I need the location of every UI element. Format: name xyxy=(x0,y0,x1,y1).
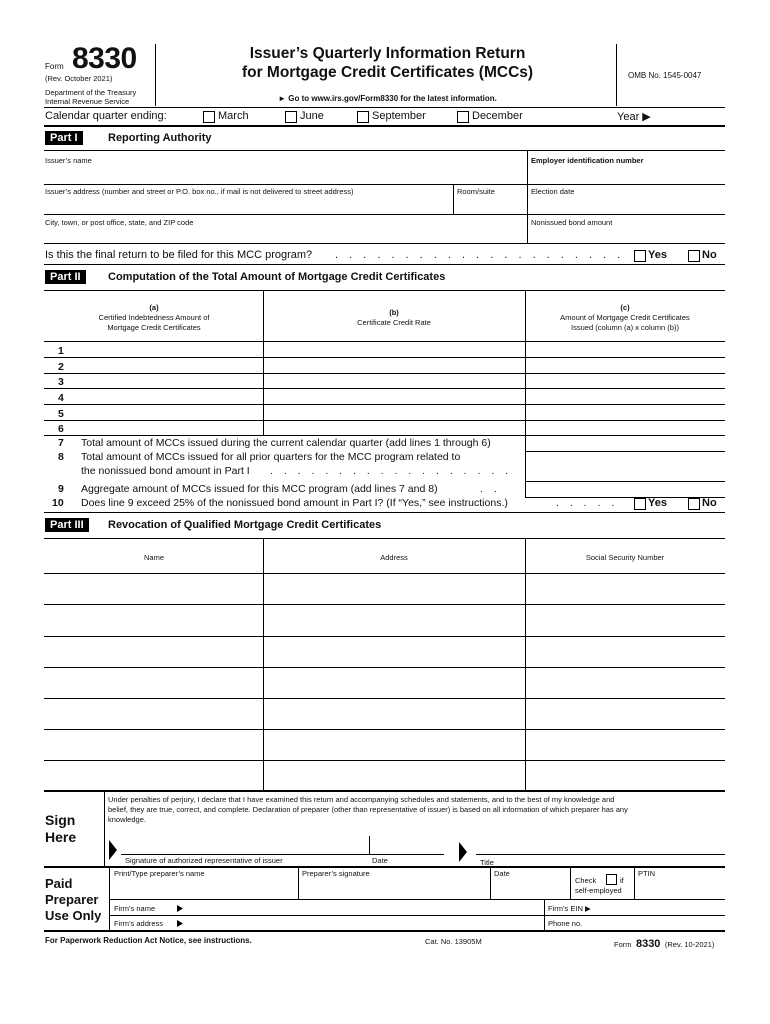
col-c-header: (c) Amount of Mortgage Credit Certificates Issued (column (a) x column (b)) xyxy=(560,303,690,332)
firm-address-field[interactable] xyxy=(186,916,541,929)
line-1-number: 1 xyxy=(58,345,64,357)
line-8-text-b: the nonissued bond amount in Part I xyxy=(81,465,250,477)
line-2-number: 2 xyxy=(58,361,64,373)
issuer-name-label: Issuer’s name xyxy=(45,156,92,165)
col-a-header: (a) Certified Indebtedness Amount of Mortgage Credit Certificates xyxy=(98,303,210,332)
part2-title: Computation of the Total Amount of Mortgage Credit Certificates xyxy=(108,271,446,283)
line-7-text: Total amount of MCCs issued during the current calendar quarter (add lines 1 through 6) xyxy=(81,437,491,449)
self-employed-label: self-employed xyxy=(575,886,622,895)
line-6-number: 6 xyxy=(58,423,64,435)
phone-label: Phone no. xyxy=(548,919,583,928)
issuer-address-field[interactable] xyxy=(45,197,450,213)
line-10-no-label: No xyxy=(702,497,717,509)
part3-title: Revocation of Qualified Mortgage Credit Certificates xyxy=(108,519,382,531)
sign-date-label: Date xyxy=(372,856,388,865)
signature-field[interactable] xyxy=(122,840,367,854)
preparer-signature-field[interactable] xyxy=(302,880,486,899)
option-march: March xyxy=(218,110,249,122)
year-field[interactable] xyxy=(660,110,724,124)
line-9-text: Aggregate amount of MCCs issued for this MCC program (add lines 7 and 8) xyxy=(81,483,438,495)
final-return-no-label: No xyxy=(702,249,717,261)
sign-date-field[interactable] xyxy=(372,840,445,854)
catalog-number: Cat. No. 13905M xyxy=(425,937,482,946)
line-10-text: Does line 9 exceed 25% of the nonissued bond amount in Part I? (If “Yes,” see instructions.) xyxy=(81,497,508,509)
part1-tag: Part I xyxy=(45,131,83,145)
firm-name-label: Firm’s name xyxy=(114,904,156,913)
option-september: September xyxy=(372,110,426,122)
line-8-text-a: Total amount of MCCs issued for all prior quarters for the MCC program related to xyxy=(81,451,461,463)
year-label: Year ▶ xyxy=(617,111,651,123)
line-9-number: 9 xyxy=(58,483,64,495)
option-december: December xyxy=(472,110,523,122)
revocation-address-entries[interactable] xyxy=(264,574,524,789)
ptin-label: PTIN xyxy=(638,869,656,878)
ptin-field[interactable] xyxy=(638,880,724,899)
paperwork-notice: For Paperwork Reduction Act Notice, see instructions. xyxy=(45,936,252,945)
final-return-yes-checkbox[interactable] xyxy=(634,250,646,262)
penalty-statement: Under penalties of perjury, I declare that I have examined this return and accompanying schedules and statements, and to the best of my knowledge and belief, they are true, correct, and complete. Declaration of preparer (other than representative of issuer) is based on all information of which preparer has any knowledge. xyxy=(108,795,628,824)
firm-address-arrow-icon xyxy=(177,920,183,927)
preparer-name-field[interactable] xyxy=(113,880,296,899)
room-suite-field[interactable] xyxy=(457,197,525,213)
col-a-entries[interactable] xyxy=(70,342,262,434)
paid-label: Paid xyxy=(45,876,73,891)
form-number: 8330 xyxy=(72,42,137,75)
form-title: Issuer’s Quarterly Information Return for Mortgage Credit Certificates (MCCs) xyxy=(241,45,534,81)
title-arrow-icon xyxy=(459,842,467,862)
col-name-header: Name xyxy=(143,553,164,562)
check-label: Check xyxy=(575,876,597,885)
omb-number: OMB No. 1545-0047 xyxy=(628,71,702,80)
nonissued-bond-field[interactable] xyxy=(531,228,724,243)
checkbox-september[interactable] xyxy=(357,111,369,123)
phone-field[interactable] xyxy=(590,916,724,929)
if-label: if xyxy=(620,876,624,885)
title-field[interactable] xyxy=(478,840,724,854)
revision-date: (Rev. October 2021) xyxy=(45,74,113,83)
col-c-entries[interactable] xyxy=(526,342,724,434)
form-label: Form xyxy=(45,62,64,71)
use-only-label: Use Only xyxy=(45,908,102,923)
dept-irs: Internal Revenue Service xyxy=(45,97,130,106)
line-5-number: 5 xyxy=(58,408,64,420)
firm-ein-label: Firm’s EIN ▶ xyxy=(548,904,591,913)
firm-ein-field[interactable] xyxy=(605,901,724,914)
title-label: Title xyxy=(480,858,494,867)
issuer-name-field[interactable] xyxy=(45,166,525,184)
final-return-question: Is this the final return to be filed for this MCC program? xyxy=(45,249,313,261)
line-8-number: 8 xyxy=(58,451,64,463)
leader-dots: . . xyxy=(480,483,501,495)
revocation-ssn-entries[interactable] xyxy=(526,574,724,789)
here-label: Here xyxy=(45,829,77,845)
leader-dots: . . . . . xyxy=(556,497,619,509)
part2-tag: Part II xyxy=(45,270,86,284)
leader-dots: . . . . . . . . . . . . . . . . . . xyxy=(270,465,513,477)
election-date-field[interactable] xyxy=(531,197,724,213)
revocation-name-entries[interactable] xyxy=(45,574,262,789)
line-10-yes-checkbox[interactable] xyxy=(634,498,646,510)
preparer-label: Preparer xyxy=(45,892,99,907)
nonissued-bond-label: Nonissued bond amount xyxy=(531,218,613,227)
self-employed-checkbox[interactable] xyxy=(606,874,617,885)
ein-label: Employer identification number xyxy=(531,156,644,165)
preparer-signature-label: Preparer’s signature xyxy=(302,869,370,878)
line-7-field[interactable] xyxy=(526,436,724,450)
col-address-header: Address xyxy=(380,553,408,562)
part1-title: Reporting Authority xyxy=(108,132,212,144)
city-label: City, town, or post office, state, and ZIP code xyxy=(45,218,194,227)
dept-treasury: Department of the Treasury xyxy=(45,88,137,97)
checkbox-march[interactable] xyxy=(203,111,215,123)
election-date-label: Election date xyxy=(531,187,575,196)
ein-field[interactable] xyxy=(531,166,724,184)
signature-label: Signature of authorized representative of issuer xyxy=(125,856,283,865)
line-10-number: 10 xyxy=(52,497,64,509)
line-9-field[interactable] xyxy=(526,482,724,496)
calendar-quarter-label: Calendar quarter ending: xyxy=(45,110,167,122)
col-b-header: (b) Certificate Credit Rate xyxy=(357,308,431,327)
sign-arrow-icon xyxy=(109,840,117,860)
preparer-date-label: Date xyxy=(494,869,510,878)
issuer-address-label: Issuer’s address (number and street or P.O. box no., if mail is not delivered to street address) xyxy=(45,187,354,196)
col-b-entries[interactable] xyxy=(264,342,524,434)
col-ssn-header: Social Security Number xyxy=(585,553,665,562)
footer-form-id: Form 8330 (Rev. 10-2021) xyxy=(614,938,715,950)
firm-address-label: Firm’s address xyxy=(114,919,164,928)
goto-line: ► Go to www.irs.gov/Form8330 for the latest information. xyxy=(278,94,497,103)
leader-dots: . . . . . . . . . . . . . . . . . . . . . xyxy=(335,249,625,261)
option-june: June xyxy=(300,110,324,122)
print-name-label: Print/Type preparer’s name xyxy=(114,869,205,878)
line-3-number: 3 xyxy=(58,376,64,388)
line-8-field[interactable] xyxy=(526,452,724,480)
preparer-date-field[interactable] xyxy=(494,880,566,899)
checkbox-june[interactable] xyxy=(285,111,297,123)
room-suite-label: Room/suite xyxy=(457,187,495,196)
firm-name-arrow-icon xyxy=(177,905,183,912)
checkbox-december[interactable] xyxy=(457,111,469,123)
city-field[interactable] xyxy=(45,228,525,243)
firm-name-field[interactable] xyxy=(186,901,541,914)
final-return-no-checkbox[interactable] xyxy=(688,250,700,262)
line-7-number: 7 xyxy=(58,437,64,449)
line-10-no-checkbox[interactable] xyxy=(688,498,700,510)
part3-tag: Part III xyxy=(45,518,89,532)
final-return-yes-label: Yes xyxy=(648,249,667,261)
sign-label: Sign xyxy=(45,812,76,828)
line-10-yes-label: Yes xyxy=(648,497,667,509)
line-4-number: 4 xyxy=(58,392,64,404)
